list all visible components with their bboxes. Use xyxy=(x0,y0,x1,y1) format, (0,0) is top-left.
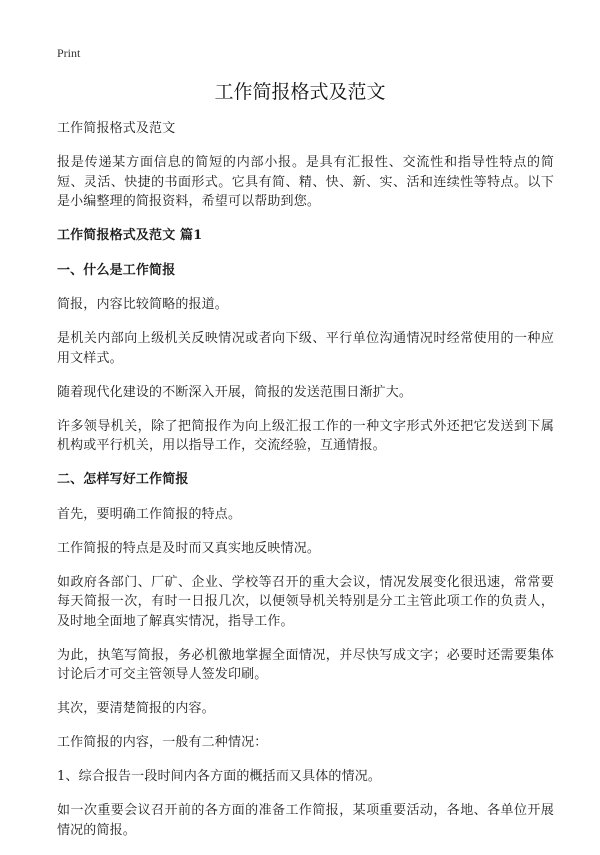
body-paragraph: 是机关内部向上级机关反映情况或者向下级、平行单位沟通情况时经常使用的一种应用文样式。 xyxy=(57,331,554,366)
print-label: Print xyxy=(57,46,81,60)
document-body xyxy=(57,119,554,855)
document-title: 工作简报格式及范文 xyxy=(214,81,386,103)
body-paragraph: 工作简报格式及范文 xyxy=(57,121,176,136)
body-paragraph: 简报，内容比较简略的报道。 xyxy=(57,297,228,312)
body-paragraph: 如政府各部门、厂矿、企业、学校等召开的重大会议，情况发展变化很迅速，常常要每天简报一次，有时一日报几次，以便领导机关特别是分工主管此项工作的负责人，及时地全面地了解真实情况，指导工作。 xyxy=(57,574,554,629)
section-heading: 工作简报格式及范文 篇1 xyxy=(57,228,203,243)
body-paragraph: 如一次重要会议召开前的各方面的准备工作简报，某项重要活动，各地、各单位开展情况的简报。 xyxy=(57,803,554,838)
body-paragraph: 1、综合报告一段时间内各方面的概括而又具体的情况。 xyxy=(57,769,382,784)
body-paragraph: 首先，要明确工作简报的特点。 xyxy=(57,506,242,522)
section-heading: 二、怎样写好工作简报 xyxy=(57,472,189,487)
body-paragraph: 为此，执笔写简报，务必机徼地掌握全面情况，并尽快写成文字；必要时还需要集体讨论后才可交主管领导人签发印刷。 xyxy=(57,647,554,682)
section-heading: 一、什么是工作简报 xyxy=(57,262,176,278)
body-paragraph: 工作简报的特点是及时而又真实地反映情况。 xyxy=(57,540,321,556)
body-paragraph: 其次，要清楚简报的内容。 xyxy=(57,701,215,716)
body-paragraph: 许多领导机关，除了把简报作为向上级汇报工作的一种文字形式外还把它发送到下属机构或平行机关，用以指导工作，交流经验，互通情报。 xyxy=(57,418,554,453)
body-paragraph: 报是传递某方面信息的简短的内部小报。是具有汇报性、交流性和指导性特点的简短、灵活、快捷的书面形式。它具有简、精、快、新、实、活和连续性等特点。以下是小编整理的简报资料，希望可以帮助到您。 xyxy=(57,155,554,209)
body-paragraph: 随着现代化建设的不断深入开展，简报的发送范围日渐扩大。 xyxy=(57,384,413,400)
body-paragraph: 工作简报的内容，一般有二种情况： xyxy=(57,735,268,750)
